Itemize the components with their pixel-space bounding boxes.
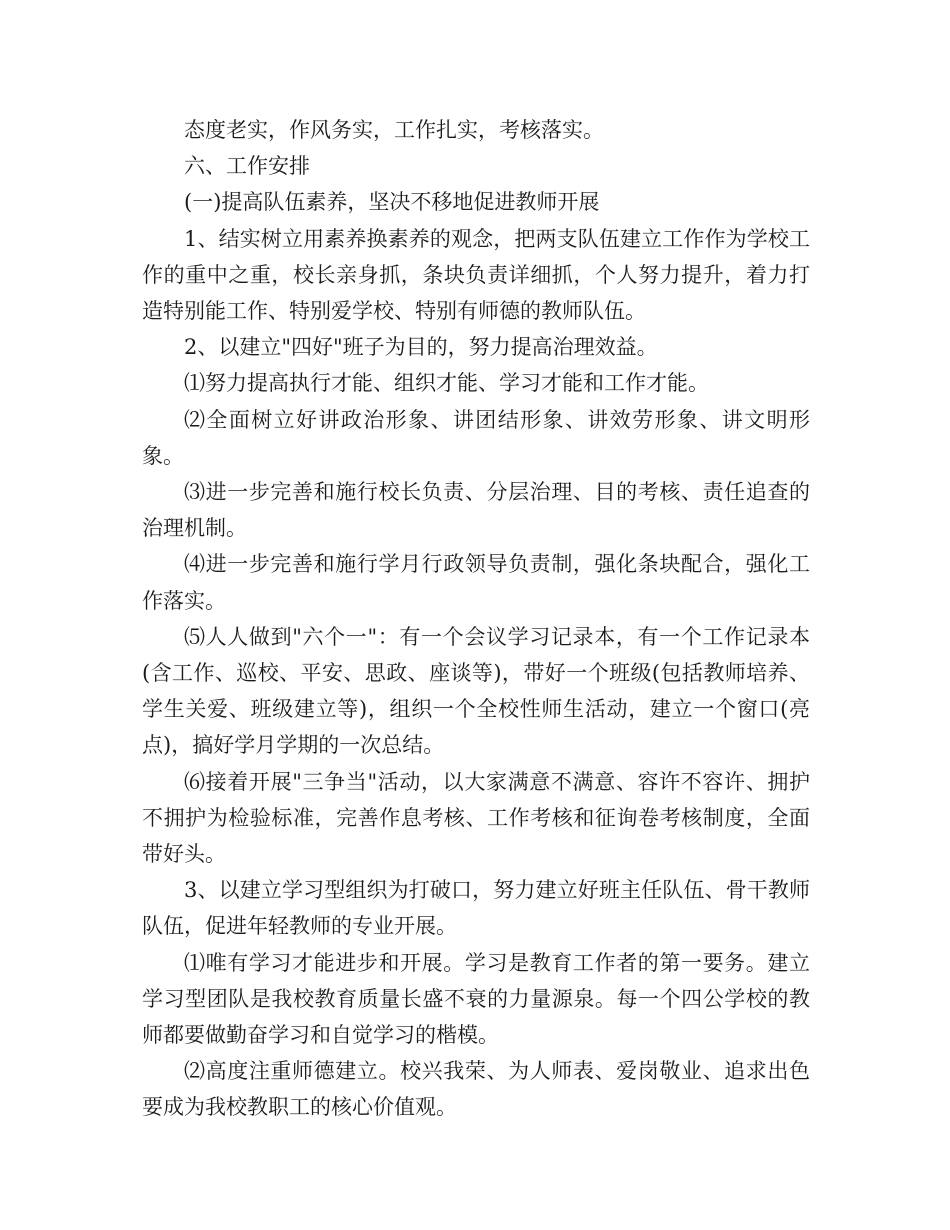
paragraph-subitem-4: ⑷进一步完善和施行学月行政领导负责制，强化条块配合，强化工作落实。 <box>142 552 810 613</box>
section-heading: 六、工作安排 <box>184 154 310 179</box>
document-body <box>142 112 810 1126</box>
paragraph-subitem-6: ⑹接着开展"三争当"活动，以大家满意不满意、容许不容许、拥护不拥护为检验标准，完善作息考核、工作考核和征询卷考核制度，全面带好头。 <box>142 769 810 867</box>
paragraph-subitem-1: ⑴努力提高执行才能、组织才能、学习才能和工作才能。 <box>184 371 709 396</box>
paragraph-subitem-2: ⑵全面树立好讲政治形象、讲团结形象、讲效劳形象、讲文明形象。 <box>142 407 810 468</box>
paragraph-subitem-8: ⑵高度注重师德建立。校兴我荣、为人师表、爱岗敬业、追求出色要成为我校教职工的核心价值观。 <box>142 1059 810 1120</box>
paragraph-item-1: 1、结实树立用素养换素养的观念，把两支队伍建立工作作为学校工作的重中之重，校长亲身抓，条块负责详细抓，个人努力提升，着力打造特别能工作、特别爱学校、特别有师德的教师队伍。 <box>142 226 810 324</box>
paragraph-item-3: 3、以建立学习型组织为打破口，努力建立好班主任队伍、骨干教师队伍，促进年轻教师的专业开展。 <box>142 878 810 939</box>
paragraph-subitem-3: ⑶进一步完善和施行校长负责、分层治理、目的考核、责任追查的治理机制。 <box>142 480 810 541</box>
paragraph-1: 态度老实，作风务实，工作扎实，考核落实。 <box>184 118 604 142</box>
paragraph-item-2: 2、以建立"四好"班子为目的，努力提高治理效益。 <box>184 335 658 360</box>
paragraph-subitem-5: ⑸人人做到"六个一"：有一个会议学习记录本，有一个工作记录本(含工作、巡校、平安、思政、座谈等)，带好一个班级(包括教师培养、学生关爱、班级建立等)，组织一个全校性师生活动，建立一个窗口(亮点)，搞好学月学期的一次总结。 <box>142 624 810 758</box>
subsection-heading: (一)提高队伍素养，坚决不移地促进教师开展 <box>184 190 600 215</box>
paragraph-subitem-7: ⑴唯有学习才能进步和开展。学习是教育工作者的第一要务。建立学习型团队是我校教育质量长盛不衰的力量源泉。每一个四公学校的教师都要做勤奋学习和自觉学习的楷模。 <box>142 950 810 1048</box>
